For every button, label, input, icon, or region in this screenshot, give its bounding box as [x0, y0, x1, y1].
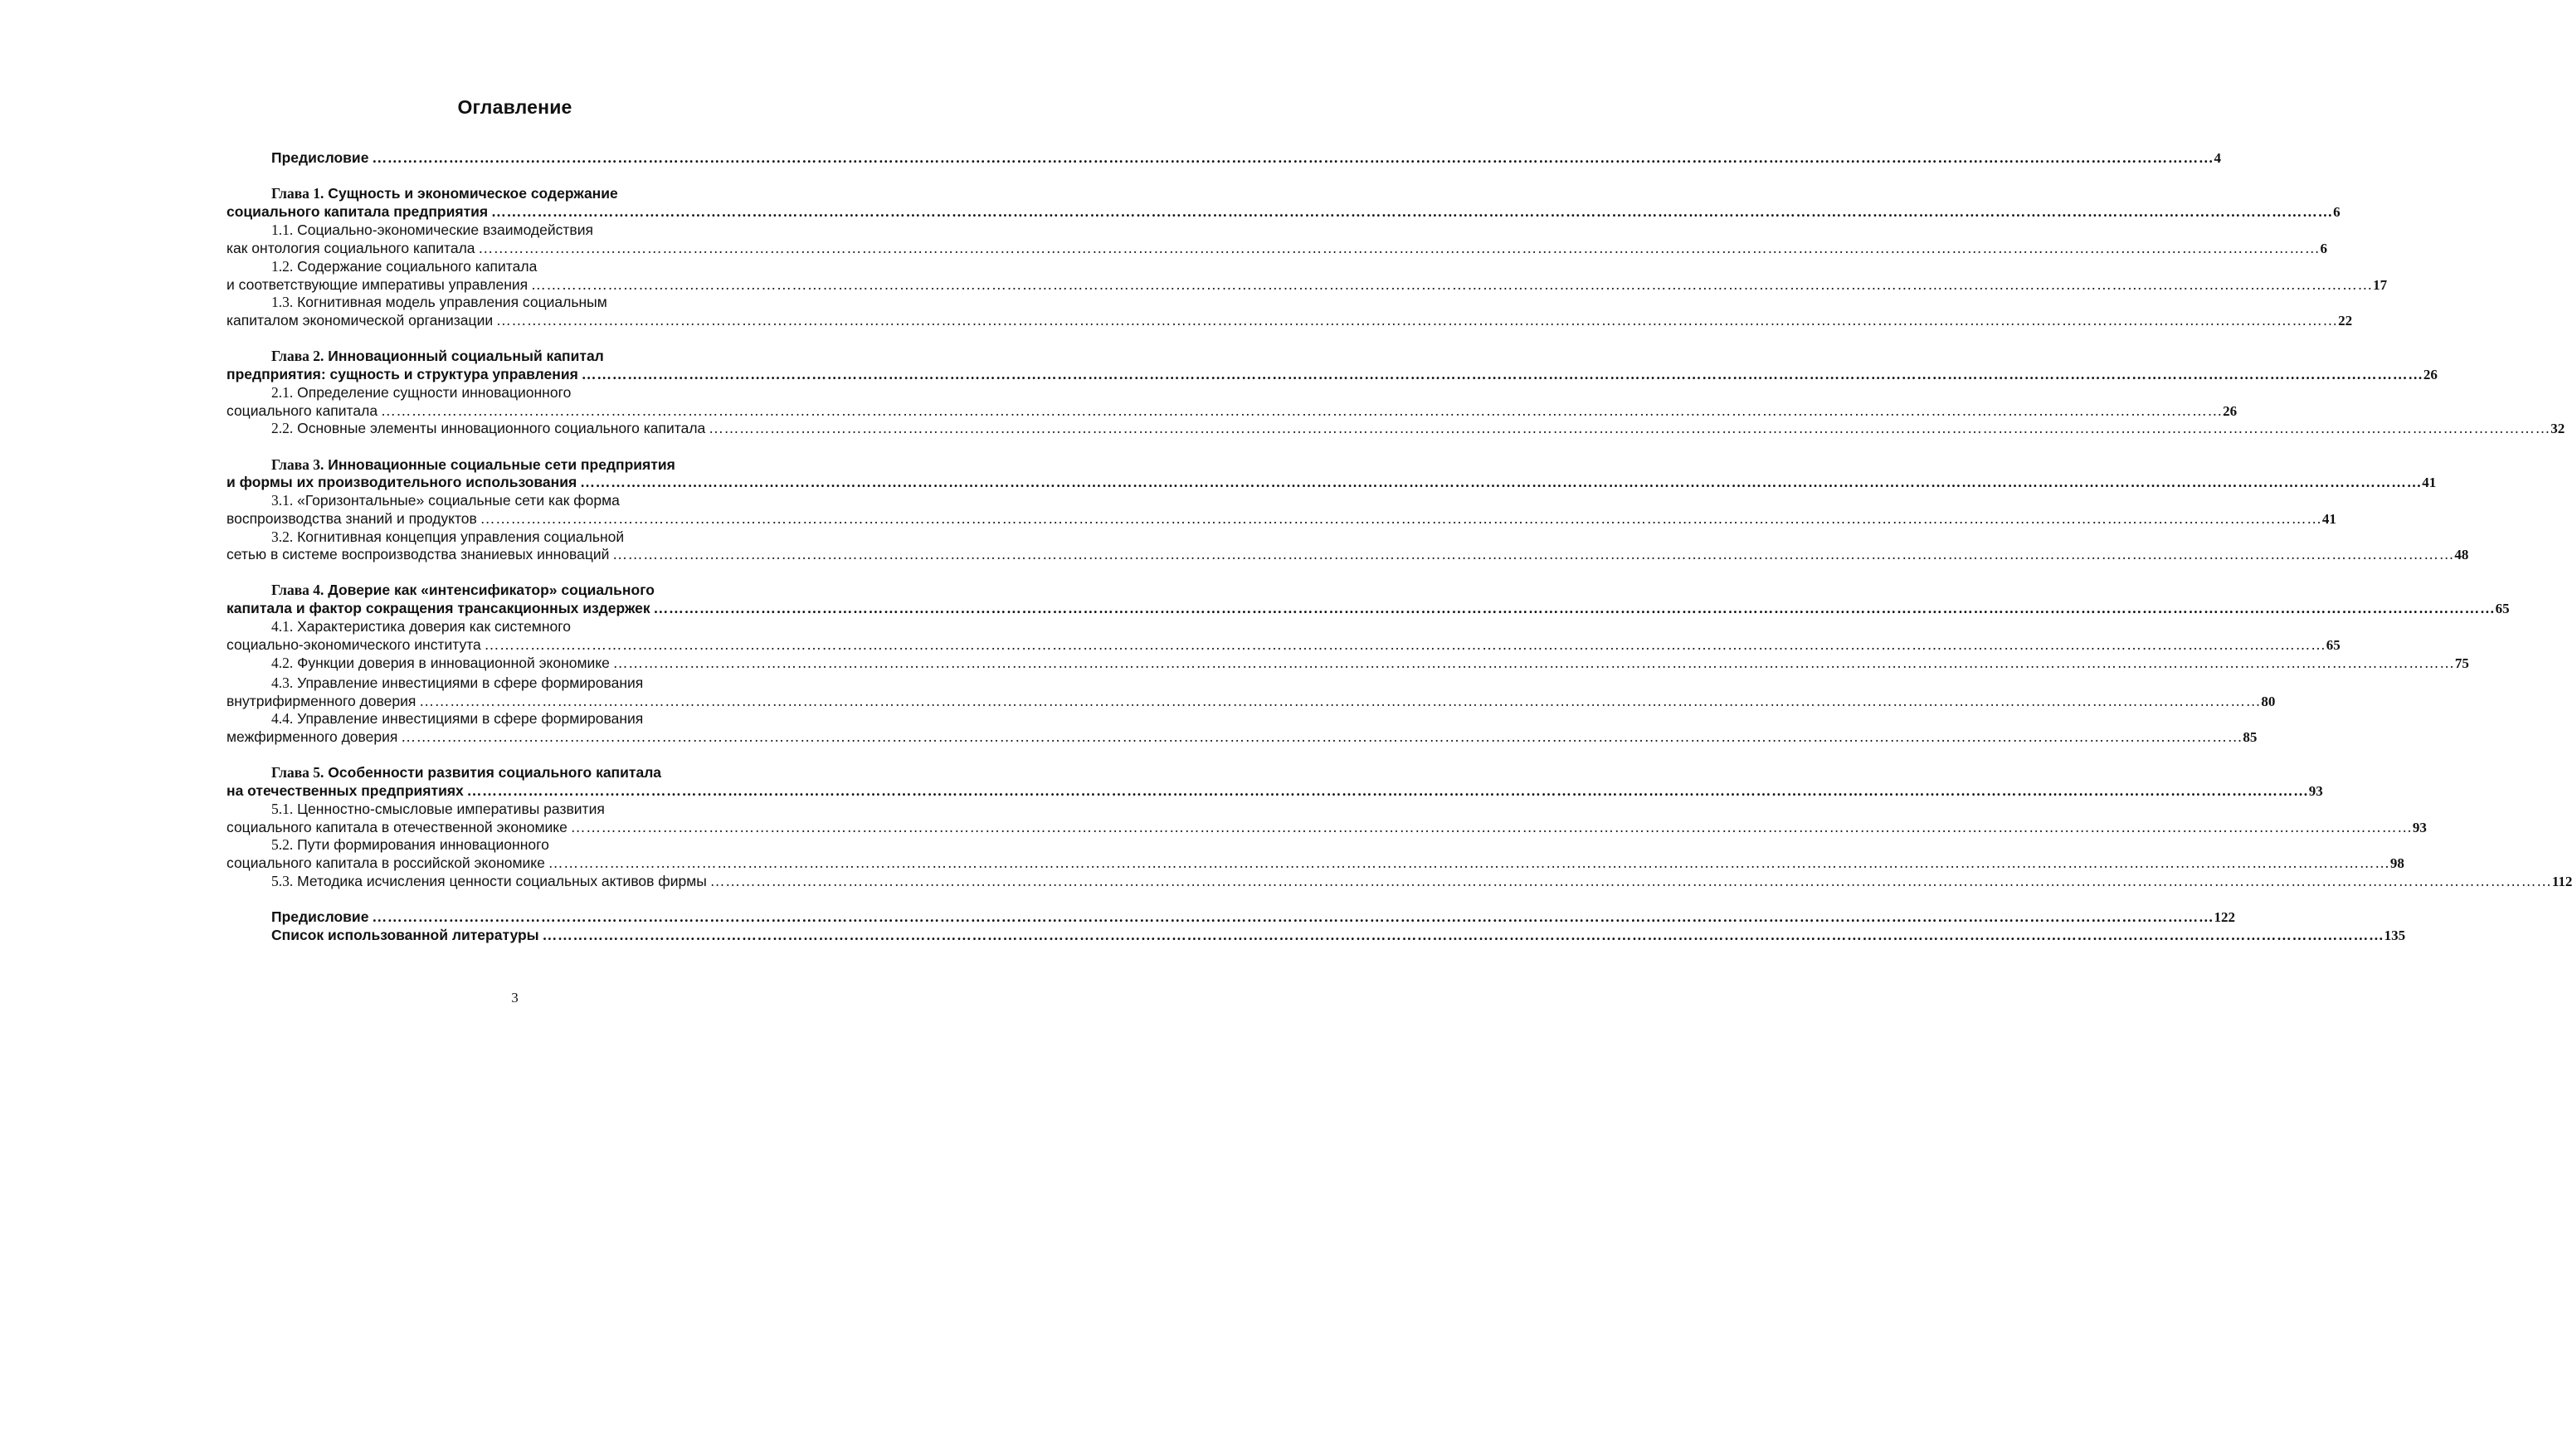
- toc-leader-dots: ………………………………………………………………………………………………………………………………………………………………………………………………………………………………………………………………………………………………………………………………: [531, 276, 2374, 293]
- toc-line: [227, 364, 2438, 384]
- toc-entry-text: Предисловие: [271, 149, 369, 166]
- toc-entry-number: 5.1.: [271, 801, 294, 817]
- toc-entry-number: 1.1.: [271, 222, 294, 238]
- toc-leader-dots: ………………………………………………………………………………………………………………………………………………………………………………………………………………………………………………………………………………………………………………………………: [478, 240, 2321, 256]
- toc-line: [271, 762, 661, 782]
- toc-line: [271, 925, 2406, 945]
- toc-entry-number: 5.3.: [271, 873, 294, 889]
- toc-entry-text: социального капитала предприятия: [227, 203, 489, 220]
- toc-leader-dots: ………………………………………………………………………………………………………………………………………………………………………………………………………………………………………………………………………………………………………………………………: [484, 636, 2326, 653]
- toc-page-number: 80: [2261, 694, 2276, 709]
- toc-entry-title: [271, 653, 610, 673]
- toc-entry-title: [271, 580, 655, 600]
- toc-line: [271, 490, 620, 510]
- toc-line: [227, 509, 2336, 528]
- toc-entry-text: Управление инвестициями в сфере формирования: [293, 674, 644, 691]
- toc-entry-text: и соответствующие императивы управления: [227, 276, 529, 293]
- toc-entry-text: Инновационный социальный капитал: [324, 348, 604, 364]
- toc-entry-title: [227, 472, 577, 492]
- toc-entry-title: [271, 256, 537, 276]
- toc-entry-title: [271, 762, 661, 782]
- toc-line: [227, 310, 2353, 330]
- toc-page-number: 65: [2326, 637, 2341, 653]
- toc-line: [271, 653, 2469, 673]
- toc-page-number: 41: [2321, 511, 2336, 527]
- toc-entry-title: [227, 202, 488, 222]
- toc-entry-number: 4.1.: [271, 618, 294, 635]
- toc-entry-title: [271, 709, 643, 728]
- toc-leader-dots: ………………………………………………………………………………………………………………………………………………………………………………………………………………………………………………………………………………………………………………………………: [419, 693, 2262, 709]
- toc-leader-dots: ………………………………………………………………………………………………………………………………………………………………………………………………………………………………………………………………………………………………………………………………: [612, 546, 2455, 562]
- toc-entry-text: социального капитала: [227, 402, 378, 419]
- toc-page-number: 32: [2550, 421, 2565, 436]
- toc-entry-text: и формы их производительного использования: [227, 474, 577, 490]
- toc-entry-number: 3.2.: [271, 528, 294, 545]
- toc-line: [227, 472, 2437, 492]
- toc-leader-dots: ………………………………………………………………………………………………………………………………………………………………………………………………………………………………………………………………………………………………………………………………: [480, 510, 2322, 527]
- toc-entry-title: [271, 616, 571, 636]
- toc-leader-dots: ………………………………………………………………………………………………………………………………………………………………………………………………………………………………………………………………………………………………………………………………: [381, 402, 2224, 419]
- toc-page-number: 6: [2333, 204, 2341, 220]
- toc-entry-title: [227, 781, 464, 801]
- toc-entry-title: [271, 673, 643, 693]
- toc-page-number: 93: [2308, 783, 2323, 799]
- toc-entry-text: Когнитивная модель управления социальным: [293, 294, 607, 310]
- toc-leader-dots: ………………………………………………………………………………………………………………………………………………………………………………………………………………………………………………………………………………………………………………………………: [709, 873, 2552, 889]
- toc-entry-number: 2.1.: [271, 384, 294, 401]
- toc-entry-title: [271, 490, 620, 510]
- toc-entry-text: Инновационные социальные сети предприятия: [324, 456, 675, 473]
- toc-entry-number: Глава 3.: [271, 456, 324, 473]
- toc-leader-dots: ………………………………………………………………………………………………………………………………………………………………………………………………………………………………………………………………………………………………………………………………: [580, 474, 2423, 490]
- toc-entry-text: капиталом экономической организации: [227, 312, 494, 329]
- toc-entry-title: [271, 183, 618, 203]
- toc-entry-title: [271, 346, 604, 366]
- toc-entry-text: социального капитала в отечественной экономике: [227, 819, 567, 835]
- toc-line: [271, 346, 604, 366]
- toc-entry-title: [271, 148, 368, 168]
- toc-line: [271, 835, 549, 855]
- toc-entry-number: Глава 2.: [271, 348, 324, 364]
- toc-entry-number: Глава 4.: [271, 582, 324, 598]
- toc-line: [271, 580, 655, 600]
- toc-page-number: 6: [2320, 241, 2328, 256]
- toc-entry-text: как онтология социального капитала: [227, 240, 475, 256]
- toc-entry-text: воспроизводства знаний и продуктов: [227, 510, 477, 527]
- toc-line: [271, 907, 2235, 927]
- toc-leader-dots: ………………………………………………………………………………………………………………………………………………………………………………………………………………………………………………………………………………………………………………………………: [372, 908, 2214, 925]
- toc-entry-title: [271, 799, 605, 819]
- toc-entry-title: [227, 509, 477, 528]
- toc-entry-title: [227, 598, 650, 618]
- toc-page-number: 75: [2454, 655, 2469, 671]
- toc-entry-number: 4.3.: [271, 674, 294, 691]
- toc-leader-dots: ………………………………………………………………………………………………………………………………………………………………………………………………………………………………………………………………………………………………………………………………: [570, 819, 2413, 835]
- toc-entry-text: на отечественных предприятиях: [227, 782, 464, 799]
- toc-line: [271, 616, 571, 636]
- toc-entry-text: Функции доверия в инновационной экономике: [293, 655, 610, 671]
- toc-entry-title: [227, 364, 578, 384]
- toc-entry-title: [227, 310, 493, 330]
- toc-leader-dots: ………………………………………………………………………………………………………………………………………………………………………………………………………………………………………………………………………………………………………………………………: [542, 927, 2384, 943]
- toc-entry-text: Определение сущности инновационного: [293, 384, 572, 401]
- toc-line: [227, 727, 2258, 747]
- toc-line: [271, 256, 537, 276]
- toc-entry-title: [271, 382, 571, 402]
- toc-entry-number: 4.4.: [271, 710, 294, 727]
- toc-leader-dots: ………………………………………………………………………………………………………………………………………………………………………………………………………………………………………………………………………………………………………………………………: [401, 728, 2243, 745]
- toc-page-number: 17: [2373, 277, 2388, 293]
- toc-entry-text: Когнитивная концепция управления социальной: [293, 528, 625, 545]
- toc-leader-dots: ………………………………………………………………………………………………………………………………………………………………………………………………………………………………………………………………………………………………………………………………: [496, 312, 2339, 329]
- toc-page-number: 93: [2412, 820, 2427, 835]
- toc-entry-text: Управление инвестициями в сфере формирования: [293, 710, 644, 727]
- toc-leader-dots: ………………………………………………………………………………………………………………………………………………………………………………………………………………………………………………………………………………………………………………………………: [581, 366, 2423, 382]
- toc-entry-text: Методика исчисления ценности социальных активов фирмы: [293, 873, 707, 889]
- toc-entry-text: Предисловие: [271, 908, 369, 925]
- toc-line: [271, 673, 643, 693]
- toc-leader-dots: ………………………………………………………………………………………………………………………………………………………………………………………………………………………………………………………………………………………………………………………………: [466, 782, 2309, 799]
- toc-page-number: 112: [2551, 874, 2572, 889]
- toc-page-number: 26: [2423, 367, 2438, 382]
- toc-entry-number: Глава 5.: [271, 764, 324, 781]
- toc-line: [271, 799, 605, 819]
- toc-entry-title: [227, 853, 545, 873]
- toc-entry-title: [227, 635, 481, 655]
- toc-entry-text: социально-экономического института: [227, 636, 481, 653]
- toc-line: [271, 418, 2565, 438]
- toc-line: [227, 853, 2404, 873]
- toc-entry-number: 2.2.: [271, 420, 294, 436]
- toc-line: [227, 598, 2510, 618]
- toc-page-number: 135: [2384, 928, 2406, 943]
- toc-entry-number: 4.2.: [271, 655, 294, 671]
- toc-leader-dots: ………………………………………………………………………………………………………………………………………………………………………………………………………………………………………………………………………………………………………………………………: [491, 203, 2334, 220]
- toc-entry-title: [227, 727, 397, 747]
- toc-entry-title: [271, 292, 607, 312]
- toc-line: [227, 202, 2341, 222]
- toc-entry-title: [227, 544, 609, 564]
- toc-entry-number: 5.2.: [271, 836, 294, 853]
- toc-leader-dots: ………………………………………………………………………………………………………………………………………………………………………………………………………………………………………………………………………………………………………………………………: [612, 655, 2455, 671]
- toc-entry-title: [271, 907, 368, 927]
- toc-page-number: 22: [2338, 313, 2353, 329]
- toc-entry-title: [271, 835, 549, 855]
- toc-line: [271, 382, 571, 402]
- toc-entry-text: Ценностно-смысловые императивы развития: [293, 801, 605, 817]
- toc-entry-number: 1.3.: [271, 294, 294, 310]
- toc-line: [271, 292, 607, 312]
- toc-entry-title: [271, 925, 539, 945]
- toc-page-number: 85: [2243, 729, 2258, 745]
- toc-entry-title: [271, 871, 707, 891]
- toc-line: [271, 148, 2221, 168]
- toc-entry-text: внутрифирменного доверия: [227, 693, 416, 709]
- toc-leader-dots: ………………………………………………………………………………………………………………………………………………………………………………………………………………………………………………………………………………………………………………………………: [709, 420, 2551, 436]
- toc-entry-text: Пути формирования инновационного: [293, 836, 549, 853]
- toc-entry-text: Список использованной литературы: [271, 927, 539, 943]
- toc-entry-number: Глава 1.: [271, 185, 324, 202]
- toc-entry-text: социального капитала в российской экономике: [227, 855, 545, 871]
- toc-line: [271, 871, 2572, 891]
- toc-entry-text: сетью в системе воспроизводства знаниевых инноваций: [227, 546, 610, 562]
- toc-page-number: 41: [2422, 475, 2437, 490]
- page-number: 3: [511, 990, 519, 1006]
- toc-page-number: 98: [2389, 855, 2404, 871]
- toc-line: [271, 183, 618, 203]
- toc-entry-text: межфирменного доверия: [227, 728, 398, 745]
- toc-line: [227, 238, 2328, 258]
- toc-entry-text: предприятия: сущность и структура управления: [227, 366, 578, 382]
- toc-line: [227, 781, 2323, 801]
- toc-entry-title: [227, 238, 475, 258]
- toc-entry-text: Характеристика доверия как системного: [293, 618, 571, 635]
- toc-line: [271, 709, 643, 728]
- page-title: Оглавление: [457, 96, 572, 118]
- toc-entry-number: 3.1.: [271, 492, 294, 509]
- toc-page-number: 65: [2495, 601, 2510, 616]
- toc-page-number: 48: [2454, 547, 2469, 562]
- toc-leader-dots: ………………………………………………………………………………………………………………………………………………………………………………………………………………………………………………………………………………………………………………………………: [548, 855, 2390, 871]
- toc-leader-dots: ………………………………………………………………………………………………………………………………………………………………………………………………………………………………………………………………………………………………………………………………: [372, 149, 2214, 166]
- toc-line: [227, 544, 2469, 564]
- toc-entry-text: Содержание социального капитала: [293, 258, 538, 275]
- toc-entry-text: Социально-экономические взаимодействия: [293, 222, 593, 238]
- toc-entry-text: Сущность и экономическое содержание: [324, 185, 618, 202]
- toc-entry-text: капитала и фактор сокращения трансакционных издержек: [227, 600, 650, 616]
- toc-entry-title: [271, 220, 593, 240]
- toc-entry-text: Особенности развития социального капитала: [324, 764, 662, 781]
- toc-entry-text: Доверие как «интенсификатор» социального: [324, 582, 655, 598]
- toc-entry-number: 1.2.: [271, 258, 294, 275]
- toc-page-number: 4: [2214, 150, 2221, 166]
- toc-entry-text: Основные элементы инновационного социального капитала: [293, 420, 706, 436]
- toc-page-number: 122: [2214, 909, 2235, 925]
- toc-leader-dots: ………………………………………………………………………………………………………………………………………………………………………………………………………………………………………………………………………………………………………………………………: [653, 600, 2496, 616]
- toc-line: [227, 635, 2341, 655]
- toc-page-number: 26: [2223, 403, 2238, 419]
- toc-entry-title: [271, 418, 705, 438]
- toc-entry-text: «Горизонтальные» социальные сети как форма: [293, 492, 620, 509]
- toc-line: [271, 220, 593, 240]
